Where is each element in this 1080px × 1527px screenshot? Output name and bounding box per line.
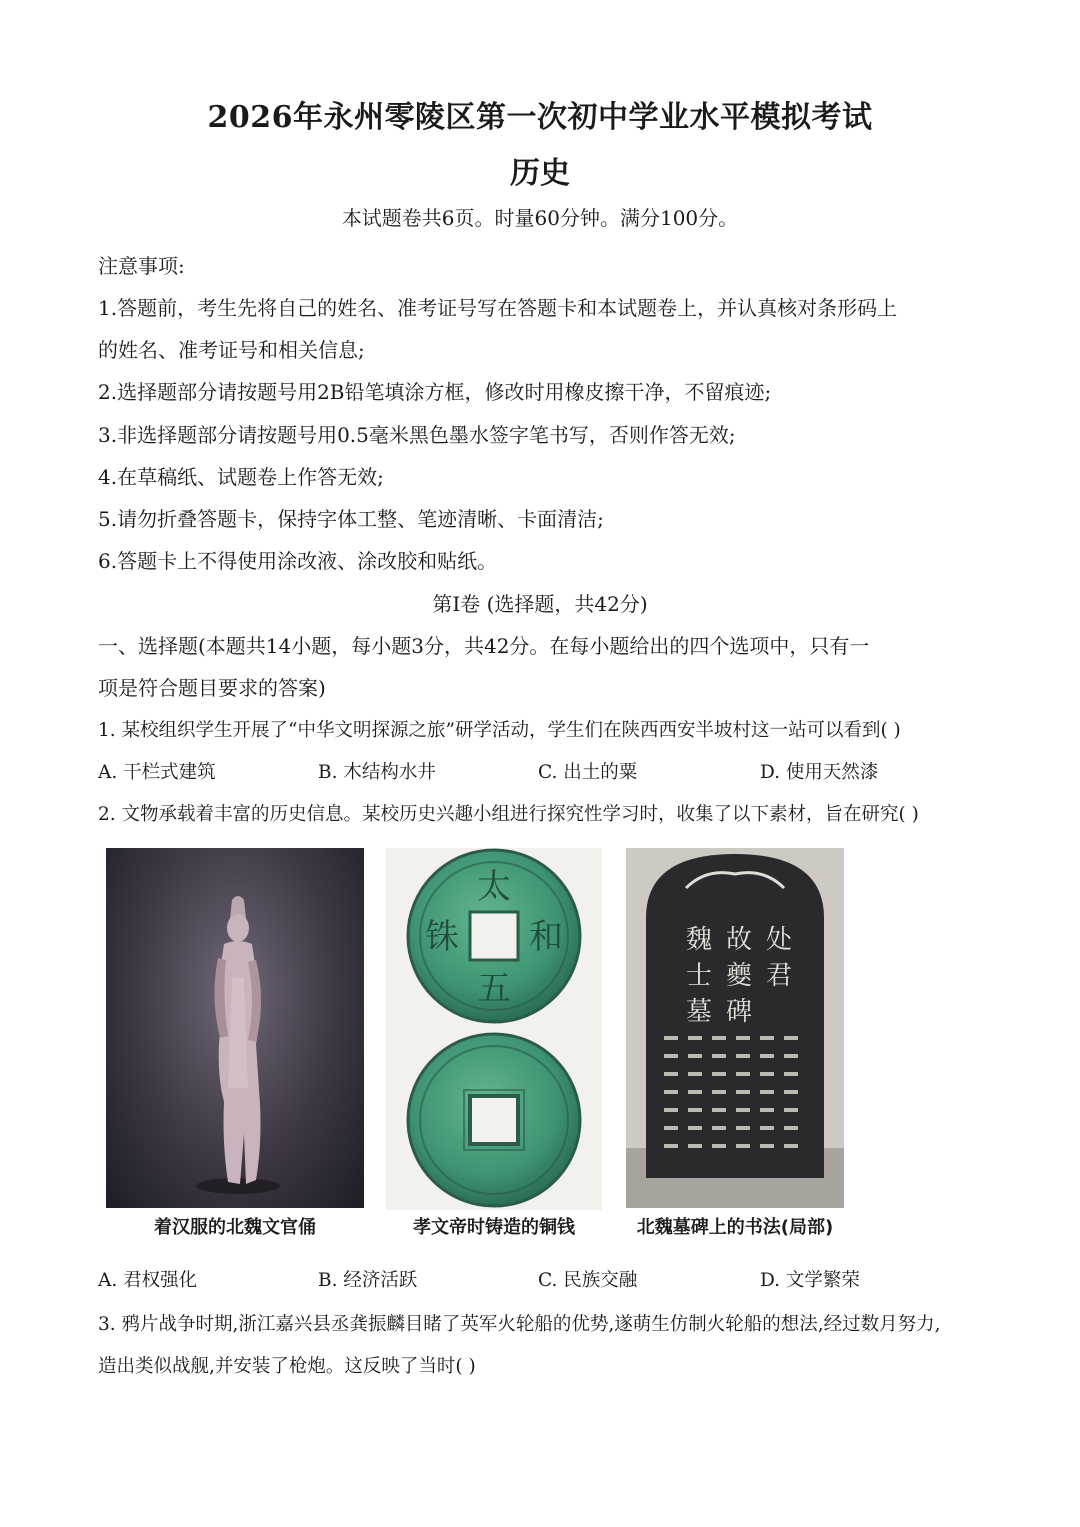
exam-title: 2026年永州零陵区第一次初中学业水平模拟考试 <box>207 100 873 135</box>
exam-subject: 历史 <box>510 156 570 191</box>
figure-stele <box>626 848 844 1208</box>
question-2-option-b: B. 经济活跃 <box>318 1270 418 1291</box>
question-2-stem: 2. 文物承载着丰富的历史信息。某校历史兴趣小组进行探究性学习时，收集了以下素材，旨在研究( ) <box>98 804 919 825</box>
figure-coins <box>386 848 602 1210</box>
question-3-stem: 造出类似战舰,并安装了枪炮。这反映了当时( ) <box>98 1356 476 1377</box>
notice-item: 4.在草稿纸、试题卷上作答无效; <box>98 465 384 489</box>
exam-meta: 本试题卷共6页。时量60分钟。满分100分。 <box>341 206 739 230</box>
coin-char: 铢 <box>425 917 459 957</box>
notice-item: 6.答题卡上不得使用涂改液、涂改胶和贴纸。 <box>98 549 498 573</box>
notice-item: 2.选择题部分请按题号用2B铅笔填涂方框，修改时用橡皮擦干净，不留痕迹; <box>98 380 772 404</box>
question-1-option-a: A. 干栏式建筑 <box>98 762 216 783</box>
stele-char: 夔 <box>726 961 753 991</box>
stele-char: 魏 <box>686 925 713 955</box>
notice-item: 的姓名、准考证号和相关信息; <box>98 338 365 362</box>
question-1-option-d: D. 使用天然漆 <box>760 762 879 783</box>
stele-char: 君 <box>766 961 793 991</box>
notice-item: 1.答题前，考生先将自己的姓名、准考证号写在答题卡和本试题卷上，并认真核对条形码上 <box>98 296 898 320</box>
coin-char: 太 <box>477 867 511 907</box>
stele-char: 处 <box>766 925 793 955</box>
figurine-image <box>106 848 364 1208</box>
coins-image <box>386 848 602 1210</box>
figure-caption: 着汉服的北魏文官俑 <box>154 1217 316 1238</box>
section-intro: 一、选择题(本题共14小题，每小题3分，共42分。在每小题给出的四个选项中，只有一 <box>98 634 870 658</box>
question-2-option-c: C. 民族交融 <box>538 1270 638 1291</box>
notice-heading: 注意事项: <box>98 254 185 278</box>
stele-image <box>626 848 844 1208</box>
question-1-option-c: C. 出土的粟 <box>538 762 638 783</box>
question-1-option-b: B. 木结构水井 <box>318 762 436 783</box>
coin-char: 五 <box>477 969 511 1009</box>
stele-char: 墓 <box>686 997 713 1027</box>
stele-char: 士 <box>686 961 713 991</box>
coin-char: 和 <box>529 917 563 957</box>
section-intro: 项是符合题目要求的答案) <box>98 676 326 700</box>
question-1-stem: 1. 某校组织学生开展了“中华文明探源之旅”研学活动，学生们在陕西西安半坡村这一站可以看到( ) <box>98 720 901 741</box>
figure-caption: 孝文帝时铸造的铜钱 <box>413 1217 575 1238</box>
notice-item: 3.非选择题部分请按题号用0.5毫米黑色墨水签字笔书写，否则作答无效; <box>98 423 736 447</box>
stele-char: 故 <box>726 925 753 955</box>
stele-char: 碑 <box>726 997 753 1027</box>
notice-item: 5.请勿折叠答题卡，保持字体工整、笔迹清晰、卡面清洁; <box>98 507 604 531</box>
section-title: 第Ⅰ卷 (选择题，共42分) <box>432 592 648 616</box>
question-3-stem: 3. 鸦片战争时期,浙江嘉兴县丞龚振麟目睹了英军火轮船的优势,遂萌生仿制火轮船的想法,经过数月努力, <box>98 1314 941 1335</box>
question-2-option-d: D. 文学繁荣 <box>760 1270 860 1291</box>
question-2-option-a: A. 君权强化 <box>98 1270 198 1291</box>
figure-figurine <box>106 848 364 1208</box>
figure-caption: 北魏墓碑上的书法(局部) <box>636 1217 834 1238</box>
